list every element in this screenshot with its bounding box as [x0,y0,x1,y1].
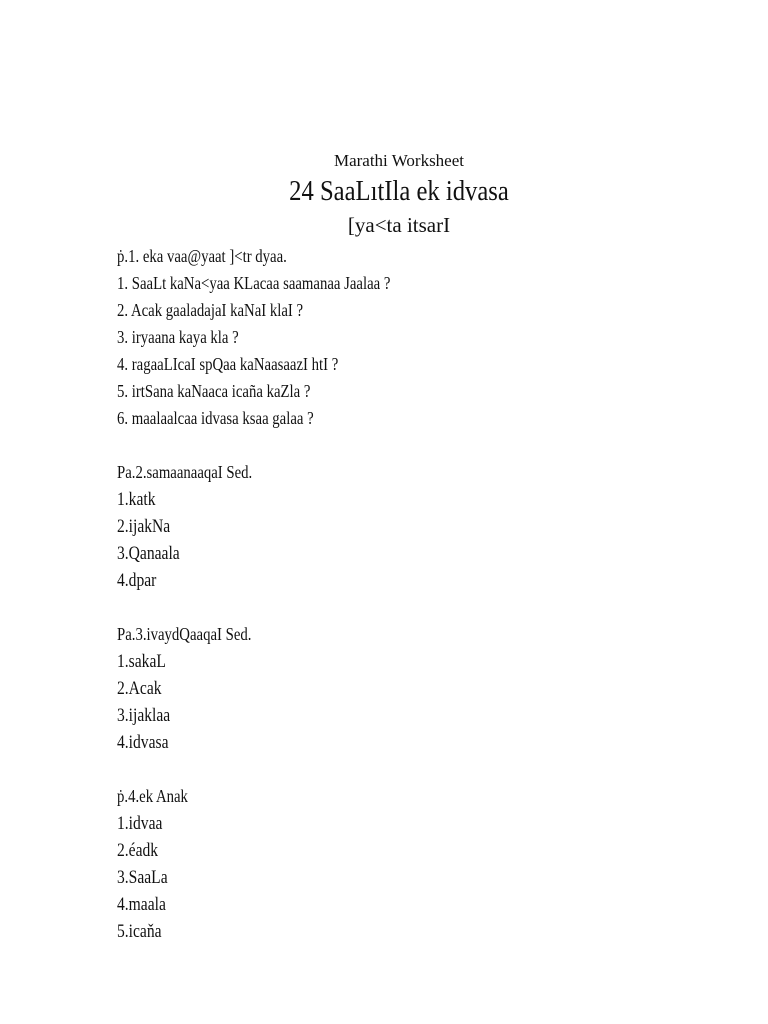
worksheet-title: 24 SaaLıtIla ek idvasa [289,176,509,207]
list-item: 2.ijakNa [117,516,171,537]
list-item: 4.maala [117,894,166,915]
list-item: 1.sakaL [117,651,166,672]
list-item: 1.idvaa [117,813,163,834]
question-item: 2. Acak gaaladajaI kaNaI klaI ? [117,300,304,320]
list-item: 4.idvasa [117,732,169,753]
worksheet-author: [ya<ta itsarI [347,213,451,237]
question-item: 3. iryaana kaya kla ? [117,327,239,347]
section-heading: ṗ.4.ek Anak [117,786,188,806]
list-item: 3.Qanaala [117,543,180,564]
question-item: 5. irtSana kaNaaca icaña kaZla ? [117,381,311,401]
section-spacer [117,756,737,783]
list-item: 3.ijaklaa [117,705,171,726]
section-heading: Pa.2.samaanaaqaI Sed. [117,462,253,482]
list-item: 3.SaaLa [117,867,168,888]
list-item: 1.katk [117,489,156,510]
section-spacer [117,594,737,621]
list-item: 5.icaňa [117,921,162,942]
worksheet-subtitle: Marathi Worksheet [333,151,465,170]
question-item: 6. maalaalcaa idvasa ksaa galaa ? [117,408,314,428]
section-spacer [117,432,737,459]
worksheet-body [117,243,737,945]
list-item: 2.Acak [117,678,162,699]
question-item: 4. ragaaLIcaI spQaa kaNaasaazI htI ? [117,354,339,374]
question-item: 1. SaaLt kaNa<yaa KLacaa saamanaa Jaalaa ? [117,273,391,293]
list-item: 2.éadk [117,840,159,861]
section-heading: ṗ.1. eka vaa@yaat ]<tr dyaa. [117,246,287,266]
list-item: 4.dpar [117,570,157,591]
section-heading: Pa.3.ivaydQaaqaI Sed. [117,624,252,644]
